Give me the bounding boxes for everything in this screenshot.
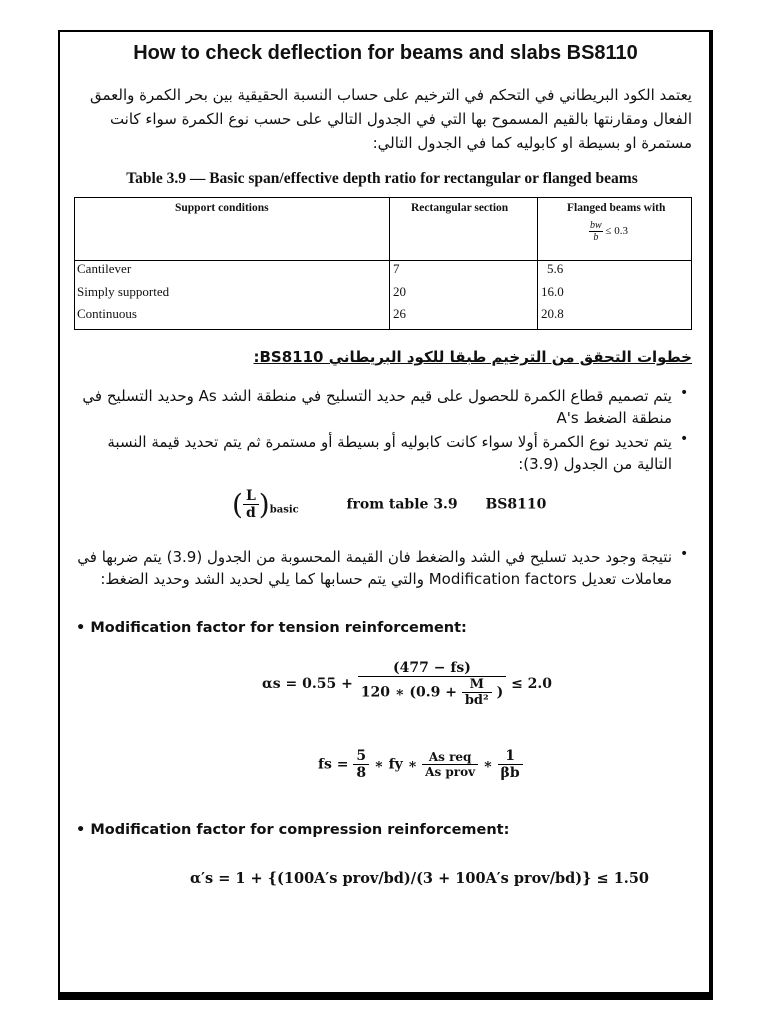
table-header-flanged-condition bbox=[589, 220, 628, 243]
eq-basic-num: L bbox=[243, 488, 259, 505]
fs-f3-num: 1 bbox=[498, 748, 523, 765]
alpha-s-rhs: ≤ 2.0 bbox=[511, 676, 553, 692]
table-col-divider bbox=[537, 198, 538, 329]
alpha-s-den-pre: 120 ∗ (0.9 + bbox=[360, 684, 457, 701]
eq-basic-den: d bbox=[245, 505, 256, 521]
tension-heading: • Modification factor for tension reinforcement: bbox=[76, 620, 467, 636]
equation-fs bbox=[318, 748, 523, 781]
bullet-determine-ratio: يتم تحديد نوع الكمرة أولا سواء كانت كابوليه أو بسيطة أو مستمرة ثم يتم تحديد قيمة النسبة التالية من الجدول (3.9): bbox=[107, 433, 672, 473]
table-cell-rect: 26 bbox=[393, 306, 406, 321]
table-header-flanged: Flanged beams with bbox=[567, 202, 666, 214]
fs-mid: ∗ fy ∗ bbox=[374, 756, 418, 773]
equation-alpha-s bbox=[262, 660, 552, 708]
page-border-shadow bbox=[709, 30, 712, 998]
table-col-divider bbox=[389, 198, 390, 329]
tension-heading-text: Modification factor for tension reinforcement: bbox=[90, 620, 467, 636]
table-cell-support: Cantilever bbox=[77, 261, 132, 276]
compression-heading-text: Modification factor for compression reinforcement: bbox=[90, 822, 510, 838]
table-cell-support: Continuous bbox=[77, 306, 137, 321]
table-cell-flanged: 16.0 bbox=[541, 284, 564, 299]
span-depth-table bbox=[74, 197, 692, 330]
bullet-dot: • bbox=[680, 385, 689, 401]
table-cell-flanged: 20.8 bbox=[541, 306, 564, 321]
fs-f1-den: 8 bbox=[356, 765, 367, 781]
steps-heading: خطوات التحقق من الترخيم طبقا للكود البريطاني BS8110: bbox=[253, 348, 692, 366]
alpha-s-den-frac-num: M bbox=[462, 677, 492, 693]
table-cell-rect: 20 bbox=[393, 284, 406, 299]
fs-f3-den: βb bbox=[500, 765, 520, 781]
table-cell-flanged: 5.6 bbox=[547, 261, 564, 276]
fs-f2-den: As prov bbox=[425, 765, 476, 779]
bullet-dot: • bbox=[680, 431, 689, 447]
bullet-dot: • bbox=[680, 546, 689, 562]
bullet-design-section: يتم تصميم قطاع الكمرة للحصول على قيم حديد التسليح في منطقة الشد As وحديد التسليح في منطقة الضغط A's bbox=[82, 387, 672, 427]
b-symbol: b bbox=[593, 232, 599, 243]
table-cell-support: Simply supported bbox=[77, 284, 170, 299]
table-header-rect: Rectangular section bbox=[411, 202, 509, 214]
fs-star: ∗ bbox=[482, 756, 493, 773]
eq-basic-sub: basic bbox=[269, 504, 299, 516]
table-header-divider bbox=[75, 260, 691, 261]
alpha-s-den-frac-den: bd² bbox=[464, 693, 489, 708]
equation-basic-ratio: ( $\frac{L}{d}$ )$_{basic}$ from table 3.9 BS8110 bbox=[232, 488, 547, 521]
alpha-s-den-post: ) bbox=[496, 684, 504, 701]
alpha-s-lhs: αs = 0.55 + bbox=[262, 676, 353, 692]
eq-basic-text: from table 3.9 bbox=[346, 496, 458, 513]
intro-paragraph: يعتمد الكود البريطاني في التحكم في الترخيم على حساب النسبة الحقيقية بين بحر الكمرة والعمق الفعال ومقارنتها بالقيم المسموح بها التي في الجدول التالي على حسب نوع الكمرة سواء كانت مستمرة او بسيطة او كابوليه كما في الجدول التالي: bbox=[90, 86, 692, 152]
table-header-support: Support conditions bbox=[175, 202, 269, 214]
table-cell-rect: 7 bbox=[393, 261, 400, 276]
fs-f2-num: As req bbox=[422, 750, 478, 765]
bw-symbol: bw bbox=[590, 220, 602, 231]
fs-f1-num: 5 bbox=[353, 748, 369, 765]
fs-lhs: fs = bbox=[318, 756, 349, 773]
compression-heading: • Modification factor for compression reinforcement: bbox=[76, 822, 510, 838]
flanged-condition-rest: ≤ 0.3 bbox=[605, 225, 628, 238]
eq-basic-code: BS8110 bbox=[485, 496, 547, 513]
table-caption: Table 3.9 — Basic span/effective depth ratio for rectangular or flanged beams bbox=[126, 170, 638, 187]
alpha-s-num: (477 − fs) bbox=[358, 660, 506, 677]
bullet-modification-factors: نتيجة وجود حديد تسليح في الشد والضغط فان القيمة المحسوبة من الجدول (3.9) يتم ضربها في معاملات تعديل Modification factors والتي يتم حسابها كما يلي لحديد الشد وحديد الضغط: bbox=[77, 548, 672, 588]
equation-alpha-prime: α′s = 1 + {(100A′s prov/bd)/(3 + 100A′s prov/bd)} ≤ 1.50 bbox=[190, 870, 650, 887]
page-border-bottom bbox=[58, 992, 713, 998]
page-title: How to check deflection for beams and slabs BS8110 bbox=[133, 42, 638, 64]
